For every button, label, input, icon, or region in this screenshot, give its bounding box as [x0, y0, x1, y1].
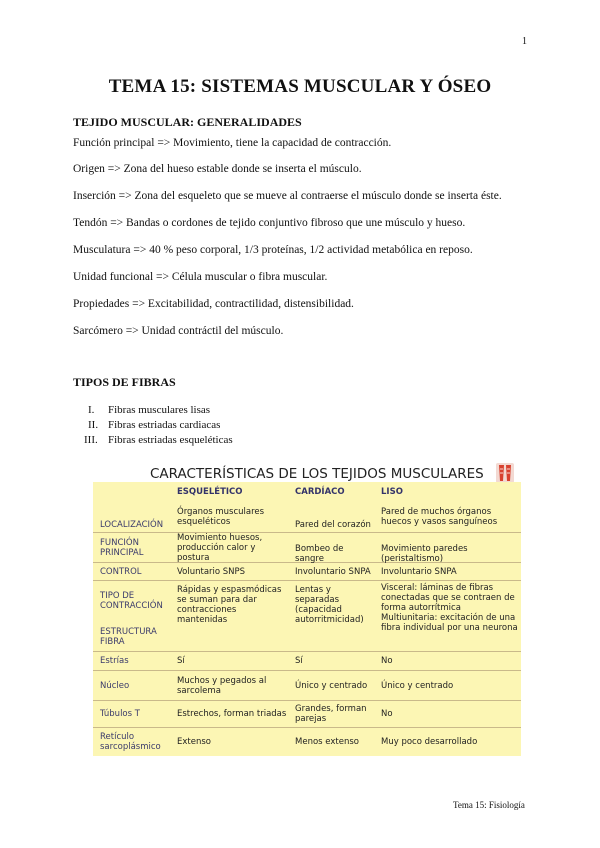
muscle-tissue-table: [93, 460, 521, 756]
table-row: [93, 728, 521, 756]
list-number: III.: [84, 434, 98, 446]
list-item: [84, 433, 233, 448]
general-item-functional-unit: Unidad funcional => Célula muscular o fibra muscular.: [73, 271, 328, 283]
table-row: [93, 671, 521, 701]
list-label: Fibras estriadas cardiacas: [108, 419, 221, 431]
table-row: [93, 502, 521, 533]
table-row: [93, 701, 521, 728]
cell-smooth: Movimiento paredes (peristaltismo): [381, 543, 468, 564]
fiber-types-list: [84, 403, 233, 448]
general-item-sarcomere: Sarcómero => Unidad contráctil del músculo.: [73, 325, 284, 337]
cell-cardiac: Grandes, forman parejas: [295, 704, 367, 724]
fibers-heading: TIPOS DE FIBRAS: [73, 375, 176, 389]
general-heading: TEJIDO MUSCULAR: GENERALIDADES: [73, 115, 302, 129]
list-label: Fibras estriadas esqueléticas: [108, 434, 233, 446]
cell-smooth: Muy poco desarrollado: [381, 737, 478, 747]
cell-smooth: Visceral: láminas de fibras conectadas que se contraen de forma autorrítmica Multiunitaria: excitación de una fibra individual por una neurona: [381, 583, 518, 633]
row-label: LOCALIZACIÓN: [100, 520, 164, 530]
general-item-properties: Propiedades => Excitabilidad, contractilidad, distensibilidad.: [73, 298, 354, 310]
cell-skeletal: Muchos y pegados al sarcolema: [177, 675, 267, 696]
cell-cardiac: Involuntario SNPA: [295, 566, 371, 577]
header-skeletal: ESQUELÉTICO: [177, 487, 243, 497]
general-item-origin: Origen => Zona del hueso estable donde se inserta el músculo.: [73, 163, 362, 175]
row-label: Retículo sarcoplásmico: [100, 732, 161, 752]
row-label: FUNCIÓN PRINCIPAL: [100, 537, 144, 558]
cell-cardiac: Único y centrado: [295, 680, 368, 691]
list-number: II.: [88, 419, 99, 431]
page-number: 1: [522, 36, 527, 47]
cell-smooth: Involuntario SNPA: [381, 566, 457, 577]
row-label: TIPO DE CONTRACCIÓN: [100, 591, 163, 611]
cell-smooth: No: [381, 709, 393, 719]
cell-skeletal: Órganos musculares esqueléticos: [177, 507, 265, 527]
cell-skeletal: Rápidas y espasmódicas se suman para dar contracciones mantenidas: [177, 585, 282, 625]
table-row: [93, 563, 521, 581]
row-label: ESTRUCTURA FIBRA: [100, 627, 157, 647]
cell-cardiac: Sí: [295, 656, 303, 666]
table-body: [93, 482, 521, 756]
general-item-musculature: Musculatura => 40 % peso corporal, 1/3 proteínas, 1/2 actividad metabólica en reposo.: [73, 244, 473, 256]
cell-cardiac: Pared del corazón: [295, 520, 371, 530]
page-footer: Tema 15: Fisiología: [453, 800, 525, 810]
table-row: [93, 581, 521, 652]
cell-skeletal: Voluntario SNPS: [177, 566, 246, 577]
general-item-tendon: Tendón => Bandas o cordones de tejido conjuntivo fibroso que une músculo y hueso.: [73, 217, 466, 229]
cell-skeletal: Sí: [177, 656, 185, 666]
general-item-insertion: Inserción => Zona del esqueleto que se mueve al contraerse el músculo donde se inserta éste.: [73, 190, 502, 202]
header-cardiac: CARDÍACO: [295, 487, 345, 497]
cell-smooth: No: [381, 656, 393, 666]
list-number: I.: [88, 404, 95, 416]
header-smooth: LISO: [381, 487, 403, 497]
cell-skeletal: Movimiento huesos, producción calor y postura: [177, 532, 263, 563]
cell-cardiac: Bombeo de sangre: [295, 543, 344, 564]
table-title: CARACTERÍSTICAS DE LOS TEJIDOS MUSCULARES: [150, 466, 484, 482]
cell-skeletal: Estrechos, forman triadas: [177, 709, 287, 719]
muscle-logo-icon: [495, 462, 515, 484]
cell-smooth: Pared de muchos órganos huecos y vasos sanguíneos: [381, 507, 498, 527]
cell-smooth: Único y centrado: [381, 680, 454, 691]
row-label: Estrías: [100, 656, 129, 666]
row-label: Túbulos T: [100, 709, 140, 719]
table-row: [93, 652, 521, 671]
list-item: [88, 403, 233, 418]
list-label: Fibras musculares lisas: [108, 404, 211, 416]
row-label: CONTROL: [100, 566, 142, 577]
cell-cardiac: Lentas y separadas (capacidad autorritmicidad): [295, 585, 364, 625]
table-row: [93, 533, 521, 563]
cell-skeletal: Extenso: [177, 737, 211, 747]
row-label: Núcleo: [100, 680, 130, 691]
cell-cardiac: Menos extenso: [295, 737, 359, 747]
table-header-row: [93, 482, 521, 502]
list-item: [88, 418, 233, 433]
page-title: TEMA 15: SISTEMAS MUSCULAR Y ÓSEO: [108, 76, 492, 97]
general-item-function: Función principal => Movimiento, tiene la capacidad de contracción.: [73, 137, 392, 149]
